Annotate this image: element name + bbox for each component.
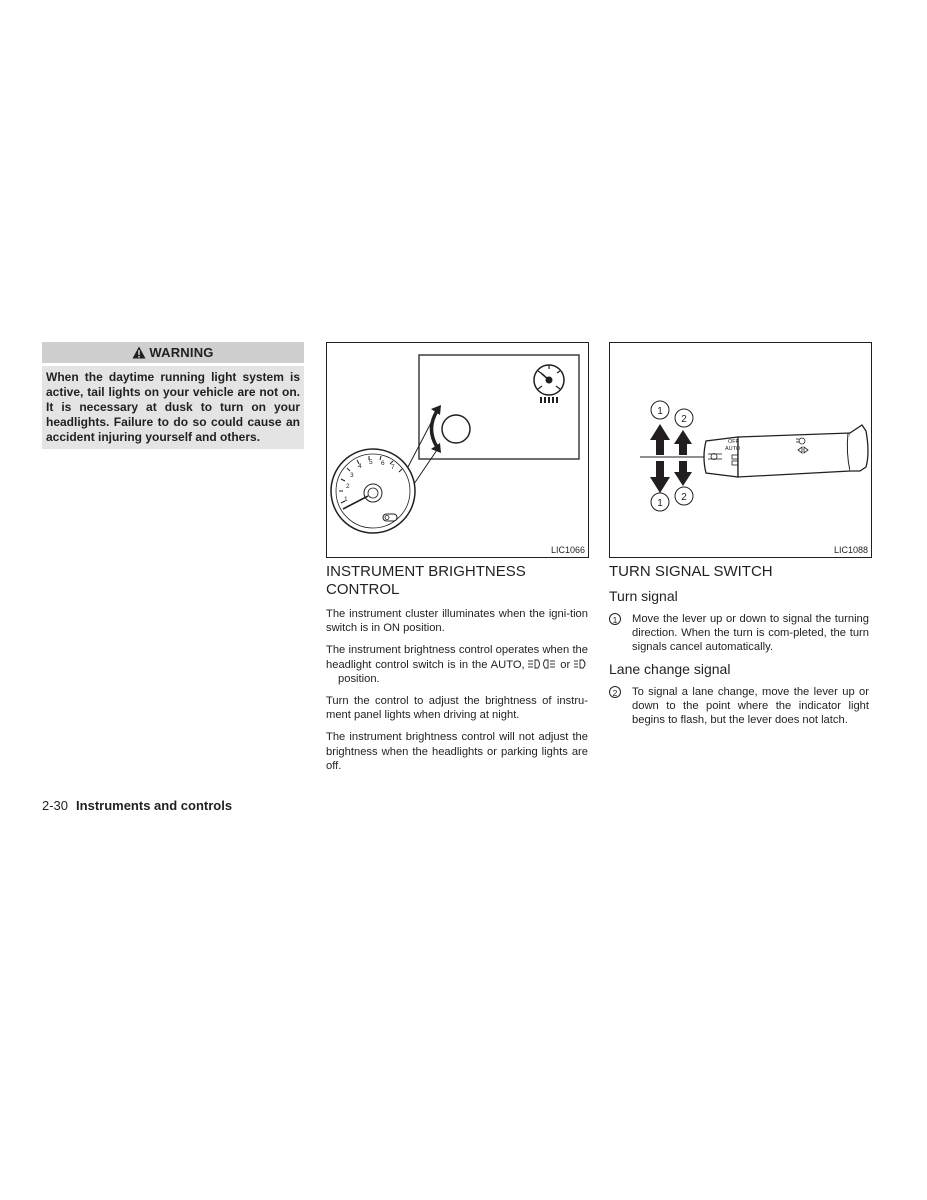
figure-turn-signal — [609, 342, 872, 558]
headlight-symbol-icon — [528, 659, 556, 669]
gauge-number: 1 — [344, 496, 348, 503]
paragraph: The instrument brightness control will not adjust the brightness when the headlights or parking lights are off. — [326, 731, 588, 772]
paragraph: Turn the control to adjust the brightness of instru-ment panel lights when driving at night. — [326, 695, 588, 722]
lever-label-auto: AUTO — [725, 446, 741, 452]
item-text: Move the lever up or down to signal the turning direction. When the turn is com-pleted, the turn signals cancel automatically. — [632, 613, 869, 654]
section-heading: INSTRUMENT BRIGHTNESS CONTROL — [326, 563, 526, 598]
callout-number: 2 — [681, 414, 687, 425]
figure-code: LIC1088 — [833, 545, 868, 555]
figure-code: LIC1066 — [550, 545, 585, 555]
chapter-title: Instruments and controls — [76, 798, 233, 813]
gauge-number: 4 — [358, 463, 362, 470]
item-number: 1 — [609, 613, 621, 625]
item-text: To signal a lane change, move the lever up or down to the point where the indicator light begins to flash, but the lever does not latch. — [632, 685, 869, 727]
paragraph-headlight-positions: The instrument brightness control operates when the headlight control switch is in the AUTO, or position. — [326, 644, 588, 685]
callout-number: 1 — [657, 498, 663, 509]
headlamp-symbol-icon — [574, 659, 588, 669]
callout-number: 1 — [657, 406, 663, 417]
warning-title: WARNING — [149, 345, 214, 360]
section-heading: TURN SIGNAL SWITCH — [609, 563, 773, 580]
section-instrument-brightness — [326, 563, 588, 773]
gauge-number: 7 — [391, 464, 395, 471]
turn-signal-lever-illustration — [610, 343, 871, 557]
gauge-number: 3 — [350, 472, 354, 479]
section-turn-signal-switch — [609, 563, 871, 727]
warning-box — [42, 342, 304, 449]
numbered-item — [609, 612, 871, 655]
lever-label-off: OFF — [728, 439, 739, 445]
item-number: 2 — [609, 686, 621, 698]
figure-instrument-brightness — [326, 342, 589, 558]
instrument-brightness-illustration — [327, 343, 588, 557]
page-number: 2-30 — [42, 798, 69, 813]
paragraph: The instrument cluster illuminates when the igni-tion switch is in ON position. — [326, 608, 588, 635]
warning-body: When the daytime running light system is active, tail lights on your vehicle are not on. It is necessary at dusk to turn on your headlights. Failure to do so could cause an accident injuring yourself and others. — [42, 366, 304, 449]
warning-triangle-icon — [132, 346, 146, 359]
warning-header — [42, 342, 304, 363]
sub-heading: Lane change signal — [609, 660, 731, 677]
page-footer — [42, 798, 232, 813]
numbered-item — [609, 685, 871, 728]
tachometer-gauge — [331, 449, 415, 533]
control-knob — [442, 415, 470, 443]
gauge-number: 5 — [369, 459, 373, 466]
sub-heading: Turn signal — [609, 588, 678, 604]
callout-number: 2 — [681, 492, 687, 503]
gauge-number: 6 — [381, 460, 385, 467]
gauge-number: 2 — [346, 483, 350, 490]
